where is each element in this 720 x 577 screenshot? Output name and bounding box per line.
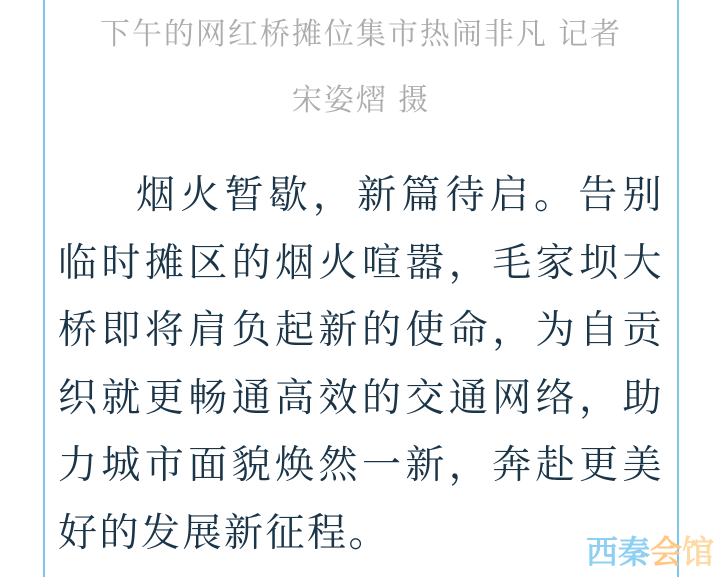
- watermark-text-blue: 西秦: [586, 534, 651, 570]
- photo-caption-line-1: 下午的网红桥摊位集市热闹非凡 记者: [99, 18, 623, 51]
- watermark-text-orange-2: 馆: [682, 534, 715, 570]
- watermark-text-orange-1: 会: [650, 534, 683, 570]
- article-content: [45, 0, 677, 567]
- photo-caption-line-2: 宋姿熠 摄: [291, 84, 431, 117]
- photo-caption: [58, 0, 664, 134]
- article-paragraph: 烟火暂歇，新篇待启。告别临时摊区的烟火喧嚣，毛家坝大桥即将肩负起新的使命，为自贡织就更畅通高效的交通网络，助力城市面貌焕然一新，奔赴更美好的发展新征程。: [58, 174, 664, 555]
- site-watermark: [586, 536, 714, 568]
- right-border-line: [677, 0, 679, 577]
